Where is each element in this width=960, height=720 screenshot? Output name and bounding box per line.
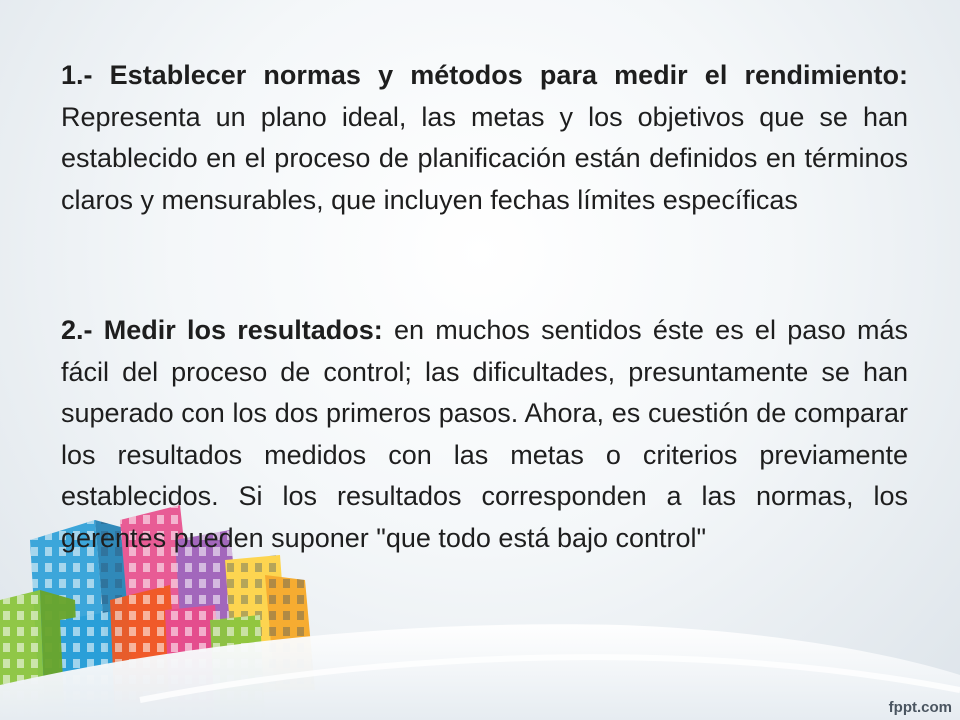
paragraph-1-heading: 1.- Establecer normas y métodos para medir el rendimiento:	[61, 60, 908, 90]
paragraph-2	[61, 310, 908, 559]
paragraph-1	[61, 55, 908, 221]
paragraph-1-body: Representa un plano ideal, las metas y los objetivos que se han establecido en el proceso de planificación están definidos en términos claros y mensurables, que incluyen fechas límites específicas	[61, 101, 908, 215]
paragraph-2-heading: 2.- Medir los resultados:	[61, 315, 383, 345]
paragraph-2-body: en muchos sentidos éste es el paso más fácil del proceso de control; las dificultades, presuntamente se han superado con los dos primeros pasos. Ahora, es cuestión de comparar los resultados medidos con las metas o criterios previamente establecidos. Si los resultados corresponden a las normas, los gerentes pueden suponer "que todo está bajo control"	[61, 315, 908, 553]
watermark: fppt.com	[888, 699, 952, 716]
